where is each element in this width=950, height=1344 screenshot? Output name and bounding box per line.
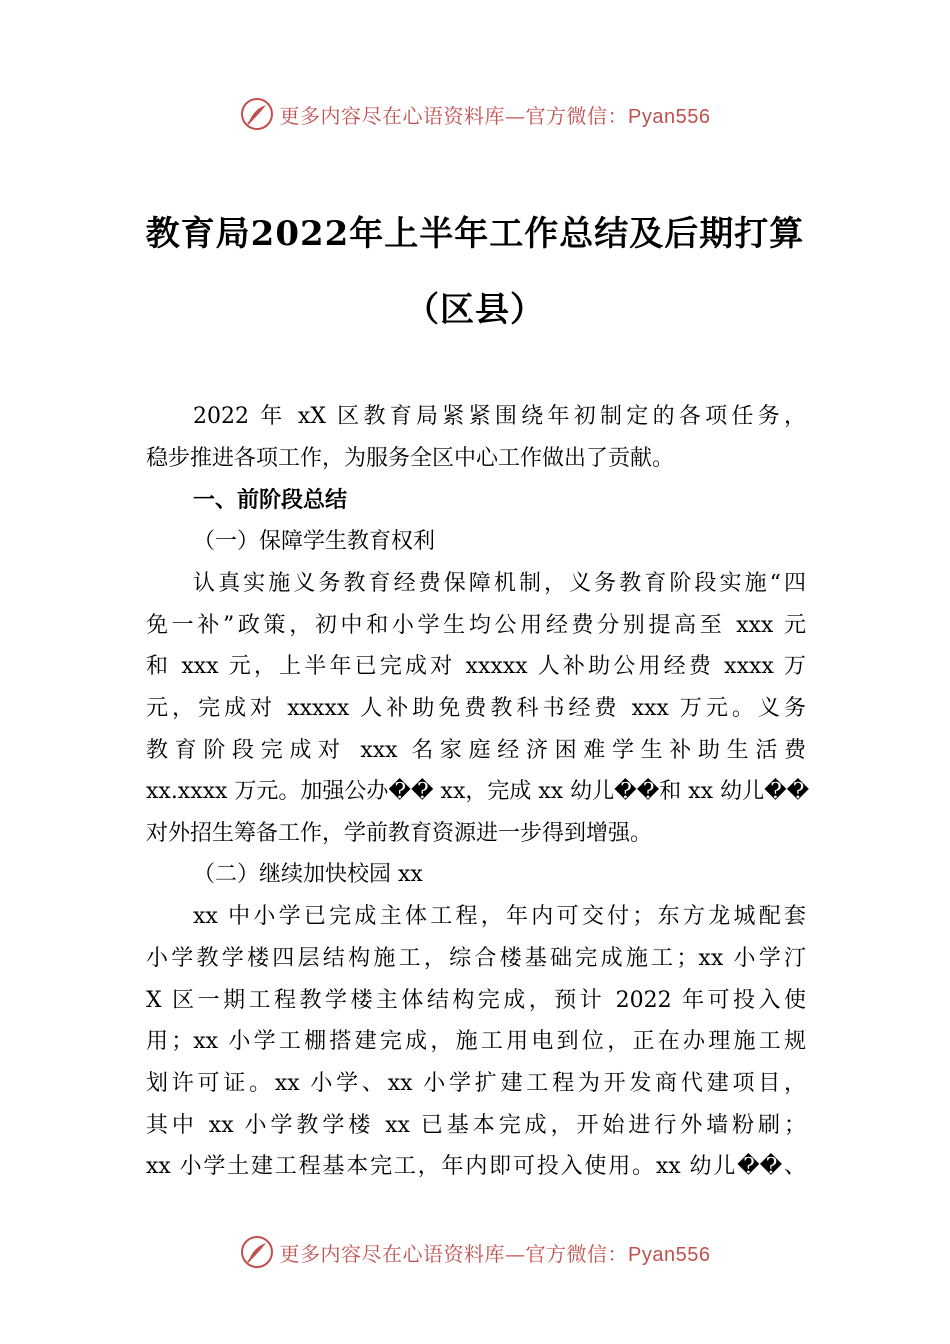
paragraph-line: 对外招生筹备工作，学前教育资源进一步得到增强。 <box>146 821 653 846</box>
banner-text: 更多内容尽在心语资料库—官方微信： <box>279 1241 629 1266</box>
quill-logo-icon <box>240 97 274 131</box>
paragraph-line: 用；xx 小学工棚搭建完成，施工用电到位，正在办理施工规 <box>146 1029 806 1054</box>
document-subtitle: （区县） <box>405 290 545 330</box>
section-heading: 一、前阶段总结 <box>193 487 348 513</box>
document-title: 教育局2022年上半年工作总结及后期打算 <box>145 214 805 254</box>
paragraph-line: X 区一期工程教学楼主体结构完成，预计 2022 年可投入使 <box>146 988 806 1013</box>
subsection-heading: （二）继续加快校园 xx <box>193 862 423 887</box>
paragraph-line: 元，完成对 xxxxx 人补助免费教科书经费 xxx 万元。义务 <box>146 696 806 721</box>
paragraph-line: 和 xxx 元，上半年已完成对 xxxxx 人补助公用经费 xxxx 万 <box>146 654 806 679</box>
header-banner <box>0 94 950 134</box>
footer-banner <box>0 1232 950 1272</box>
banner-label <box>280 100 711 129</box>
paragraph-line: 教育阶段完成对 xxx 名家庭经济困难学生补助生活费 <box>146 738 806 763</box>
subsection-heading: （一）保障学生教育权利 <box>193 529 436 554</box>
banner-account: Pyan556 <box>628 105 711 128</box>
paragraph-line: 其中 xx 小学教学楼 xx 已基本完成，开始进行外墙粉刷； <box>146 1113 806 1138</box>
paragraph-line: 2022 年 xX 区教育局紧紧围绕年初制定的各项任务， <box>193 404 806 429</box>
paragraph-line: 稳步推进各项工作，为服务全区中心工作做出了贡献。 <box>146 446 675 471</box>
paragraph-line: 划许可证。xx 小学、xx 小学扩建工程为开发商代建项目， <box>146 1071 806 1096</box>
paragraph-line: 小学教学楼四层结构施工，综合楼基础完成施工；xx 小学汀 <box>146 946 806 971</box>
paragraph-line: 认真实施义务教育经费保障机制，义务教育阶段实施“四 <box>193 571 806 596</box>
banner-account: Pyan556 <box>628 1243 711 1266</box>
quill-logo-icon <box>240 1235 274 1269</box>
paragraph-line: 免一补”政策，初中和小学生均公用经费分别提高至 xxx 元 <box>146 613 806 638</box>
paragraph-line: xx 中小学已完成主体工程，年内可交付；东方龙城配套 <box>193 904 806 929</box>
paragraph-line: xx 小学土建工程基本完工，年内即可投入使用。xx 幼儿��、 <box>146 1154 806 1179</box>
banner-text: 更多内容尽在心语资料库—官方微信： <box>279 103 629 128</box>
banner-label <box>280 1238 711 1267</box>
paragraph-line: xx.xxxx 万元。加强公办�� xx，完成 xx 幼儿��和 xx 幼儿�� <box>146 779 810 804</box>
